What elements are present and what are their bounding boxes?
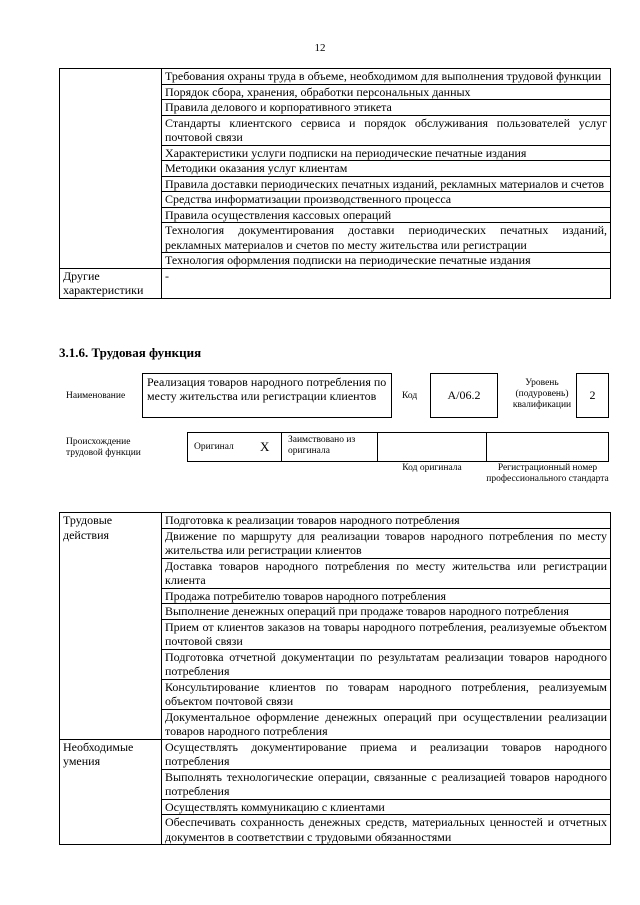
skill-item: Осуществлять коммуникацию с клиентами: [162, 799, 611, 815]
action-item: Продажа потребителю товаров народного потребления: [162, 588, 611, 604]
action-item: Подготовка отчетной документации по результатам реализации товаров народного потребления: [162, 649, 611, 679]
action-item: Документальное оформление денежных операций при осуществлении реализации товаров народного потребления: [162, 709, 611, 739]
action-item: Выполнение денежных операций при продаже товаров народного потребления: [162, 604, 611, 620]
empty-label-cell: [60, 69, 162, 269]
action-item: Прием от клиентов заказов на товары народного потребления, реализуемые объектом почтовой связи: [162, 619, 611, 649]
action-item: Консультирование клиентов по товарам народного потребления, реализуемым объектом почтовой связи: [162, 679, 611, 709]
reg-number-label: Регистрационный номер профессионального стандарта: [486, 463, 609, 484]
list-item: Стандарты клиентского сервиса и порядок обслуживания пользователей услуг почтовой связи: [162, 115, 611, 145]
function-name-value: Реализация товаров народного потребления по месту жительства или регистрации клиентов: [142, 373, 392, 418]
skill-item: Осуществлять документирование приема и реализации товаров народного потребления: [162, 739, 611, 769]
other-characteristics-value: -: [162, 268, 611, 298]
function-table: [59, 512, 611, 845]
list-item: Средства информатизации производственного процесса: [162, 192, 611, 208]
level-value: 2: [576, 373, 609, 418]
level-label: Уровень (подуровень) квалификации: [512, 378, 572, 410]
page-number: 12: [314, 42, 326, 54]
action-item: Движение по маршруту для реализации товаров народного потребления по месту жительства или регистрации клиентов: [162, 528, 611, 558]
code-value: A/06.2: [430, 373, 498, 418]
list-item: Правила делового и корпоративного этикета: [162, 100, 611, 116]
skill-item: Выполнять технологические операции, связанные с реализацией товаров народного потребления: [162, 769, 611, 799]
reg-number-cell: [486, 432, 609, 462]
section-title: 3.1.6. Трудовая функция: [59, 345, 202, 360]
list-item: Требования охраны труда в объеме, необходимом для выполнения трудовой функции: [162, 69, 611, 85]
action-item: Доставка товаров народного потребления по месту жительства или регистрации клиента: [162, 558, 611, 588]
original-cell: [187, 432, 282, 462]
list-item: Характеристики услуги подписки на периодические печатные издания: [162, 145, 611, 161]
list-item: Технология оформления подписки на периодические печатные издания: [162, 253, 611, 269]
skill-item: Обеспечивать сохранность денежных средств, материальных ценностей и отчетных документов в соответствии с трудовыми обязанностями: [162, 815, 611, 845]
name-label: Наименование: [66, 391, 126, 401]
action-item: Подготовка к реализации товаров народного потребления: [162, 513, 611, 529]
code-original-cell: [377, 432, 487, 462]
original-label: Оригинал: [194, 442, 234, 452]
knowledge-table: [59, 68, 611, 299]
skills-label: Необходимые умения: [60, 739, 162, 845]
list-item: Методики оказания услуг клиентам: [162, 161, 611, 177]
borrowed-cell: Заимствовано из оригинала: [281, 432, 378, 462]
list-item: Правила доставки периодических печатных изданий, рекламных материалов и счетов: [162, 176, 611, 192]
code-original-label: Код оригинала: [402, 463, 462, 473]
origin-label: Происхождение трудовой функции: [66, 437, 141, 458]
list-item: Правила осуществления кассовых операций: [162, 207, 611, 223]
actions-label: Трудовые действия: [60, 513, 162, 740]
list-item: Технология документирования доставки периодических печатных изданий, рекламных материалов и счетов по месту жительства или регистрации: [162, 223, 611, 253]
other-characteristics-label: Другие характеристики: [60, 268, 162, 298]
code-label: Код: [402, 391, 418, 401]
list-item: Порядок сбора, хранения, обработки персональных данных: [162, 84, 611, 100]
original-mark: X: [260, 439, 270, 454]
